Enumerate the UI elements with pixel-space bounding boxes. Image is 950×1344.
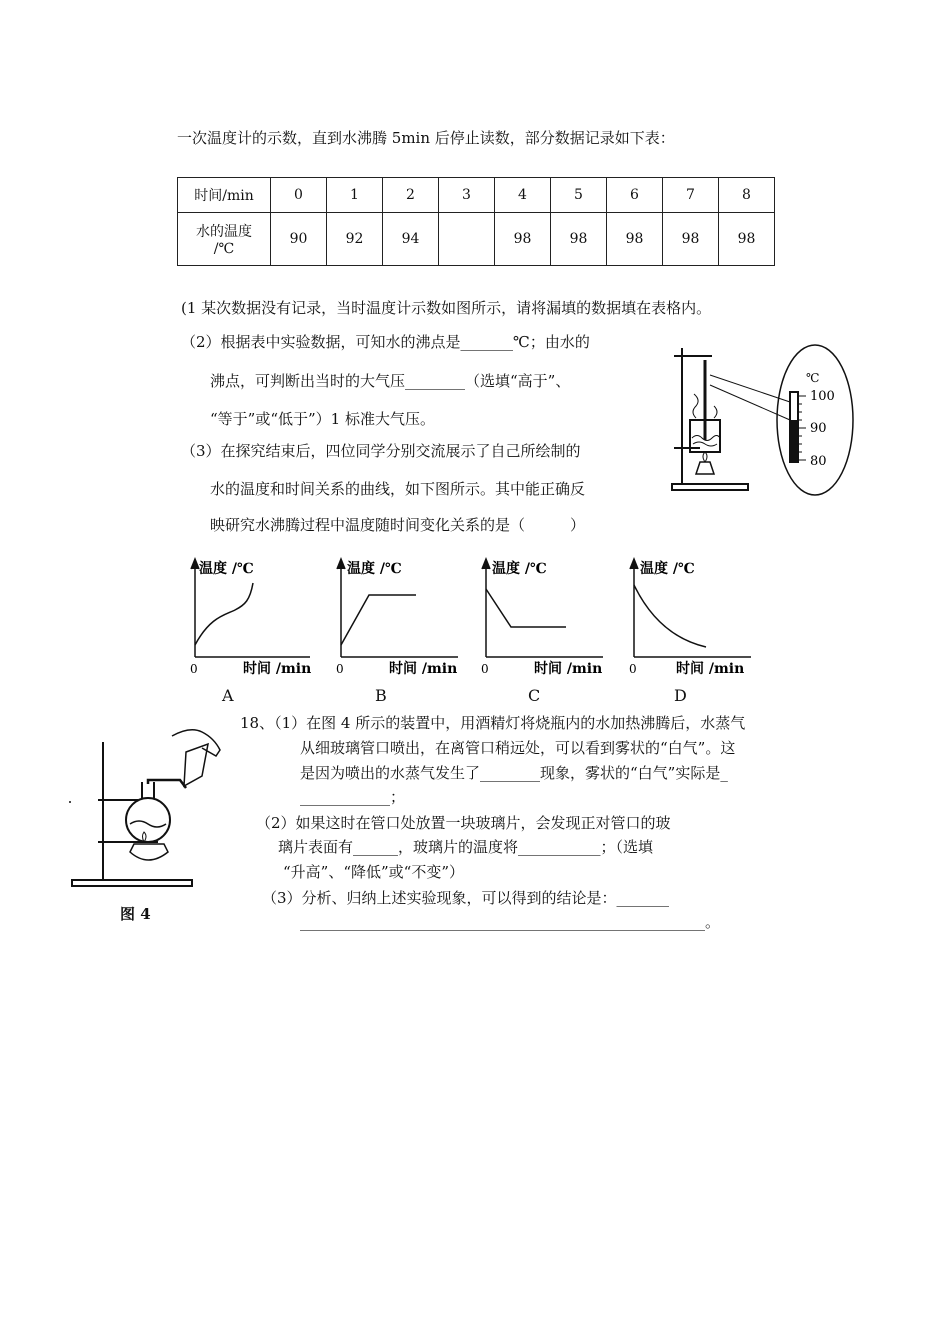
table-cell: 98 (551, 213, 607, 266)
question-2-line2: 沸点，可判断出当时的大气压________（选填“高于”、 (210, 372, 571, 390)
table-cell: 98 (495, 213, 551, 266)
table-cell-blank (439, 213, 495, 266)
intro-line: 一次温度计的示数，直到水沸腾 5min 后停止读数，部分数据记录如下表： (177, 129, 675, 147)
table-cell: 2 (383, 178, 439, 213)
question-1: (1 某次数据没有记录，当时温度计示数如图所示，请将漏填的数据填在表格内。 (181, 299, 712, 317)
table-header-time: 时间/min (178, 178, 271, 213)
table-cell: 5 (551, 178, 607, 213)
table-cell: 92 (327, 213, 383, 266)
table-cell: 3 (439, 178, 495, 213)
graph-b-letter: B (375, 686, 387, 705)
thermometer-unit: ℃ (806, 371, 820, 385)
table-row (178, 213, 775, 266)
table-cell: 98 (719, 213, 775, 266)
table-cell: 1 (327, 178, 383, 213)
table-cell: 0 (271, 178, 327, 213)
data-table (177, 177, 775, 266)
q18-part2-line3: “升高”、“降低”或“不变”） (283, 863, 465, 881)
graph-d-xlabel: 时间 /min (676, 661, 745, 677)
graph-c-origin: 0 (481, 662, 489, 676)
q18-part3-line1: （3）分析、归纳上述实验现象，可以得到的结论是：_______ (262, 889, 670, 907)
table-header-temp-line2: /℃ (213, 241, 235, 257)
table-cell: 6 (607, 178, 663, 213)
table-cell: 98 (663, 213, 719, 266)
graph-a-xlabel: 时间 /min (243, 661, 312, 677)
q18-part1-line2: 从细玻璃管口喷出，在离管口稍远处，可以看到雾状的“白气”。这 (300, 739, 736, 757)
question-3-line3: 映研究水沸腾过程中温度随时间变化关系的是（ ） (210, 516, 586, 534)
q18-part1-line1: 18、（1）在图 4 所示的装置中，用酒精灯将烧瓶内的水加热沸腾后，水蒸气 (240, 714, 746, 732)
graph-c-xlabel: 时间 /min (534, 661, 603, 677)
table-cell: 4 (495, 178, 551, 213)
graph-d-origin: 0 (629, 662, 637, 676)
thermometer-tick-100: 100 (810, 389, 835, 404)
graph-a-letter: A (222, 686, 234, 705)
q18-part1-line3: 是因为喷出的水蒸气发生了________现象，雾状的“白气”实际是_ (300, 764, 728, 782)
q18-part1-line4: ____________； (300, 788, 406, 806)
table-cell: 98 (607, 213, 663, 266)
graph-a-ylabel: 温度 /℃ (199, 561, 254, 577)
thermometer-tick-80: 80 (810, 454, 827, 469)
thermometer-tick-90: 90 (810, 421, 827, 436)
graph-c (478, 555, 613, 685)
q18-part2-line1: （2）如果这时在管口处放置一块玻璃片，会发现正对管口的玻 (256, 814, 671, 832)
table-cell: 90 (271, 213, 327, 266)
graph-b-xlabel: 时间 /min (389, 661, 458, 677)
table-cell: 7 (663, 178, 719, 213)
question-3-line1: （3）在探究结束后，四位同学分别交流展示了自己所绘制的 (181, 442, 581, 460)
graph-d-letter: D (674, 686, 687, 705)
q18-part3-line2: ______________________________________________________。 (300, 913, 721, 931)
question-3-line2: 水的温度和时间关系的曲线，如下图所示。其中能正确反 (210, 480, 586, 498)
table-cell: 8 (719, 178, 775, 213)
graph-b-origin: 0 (336, 662, 344, 676)
q18-part2-line2: 璃片表面有______，玻璃片的温度将___________；（选填 (278, 838, 654, 856)
graph-b (333, 555, 468, 685)
graph-b-ylabel: 温度 /℃ (347, 561, 402, 577)
table-header-temp-line1: 水的温度 (196, 224, 252, 240)
graph-a (185, 555, 320, 685)
question-2-line3: “等于”或“低于”）1 标准大气压。 (210, 410, 435, 428)
table-header-temp (178, 213, 271, 266)
figure-4-caption: 图 4 (120, 905, 151, 923)
graph-a-origin: 0 (190, 662, 198, 676)
question-2-line1: （2）根据表中实验数据，可知水的沸点是_______℃；由水的 (181, 333, 590, 351)
boiling-apparatus-figure (660, 340, 860, 500)
table-cell: 94 (383, 213, 439, 266)
graph-c-letter: C (528, 686, 541, 705)
graph-d (626, 555, 761, 685)
graph-d-ylabel: 温度 /℃ (640, 561, 695, 577)
graph-c-ylabel: 温度 /℃ (492, 561, 547, 577)
table-row (178, 178, 775, 213)
figure-4-flask-apparatus (68, 712, 238, 892)
